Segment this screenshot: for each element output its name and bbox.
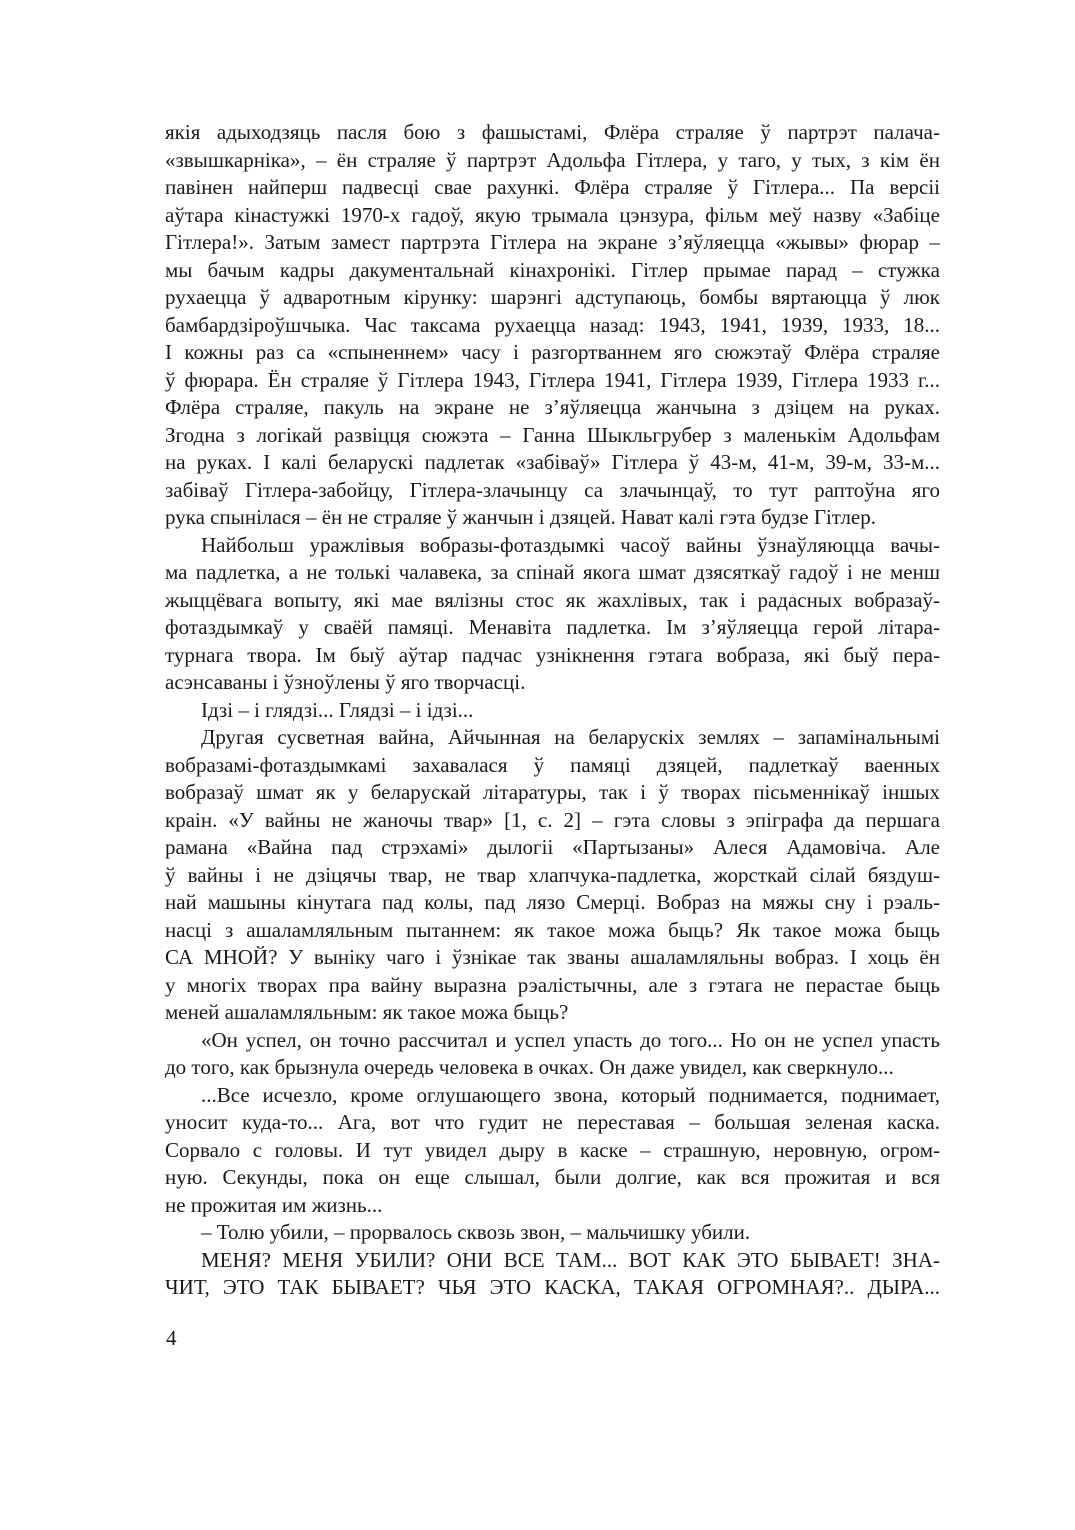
paragraph: [165, 1247, 940, 1302]
text-line: насці з ашаламляльным пытаннем: як такое можа быць? Як такое можа быць: [165, 917, 940, 942]
text-line: Гітлера!». Затым замест партрэта Гітлера на экране з’яўляецца «жывы» фюрар –: [165, 230, 940, 254]
text-line: Ідзі – і глядзі... Глядзі – і ідзі...: [201, 697, 474, 722]
text-line: павінен найперш падвесці свае рахункі. Флёра страляе ў Гітлера... Па версіі: [165, 175, 940, 199]
text-line: уносит куда-то... Ага, вот что гудит не переставая – большая зеленая каска.: [165, 1110, 940, 1134]
text-line: до того, как брызнула очередь человека в очках. Он даже увидел, как сверкнуло...: [165, 1055, 894, 1079]
paragraph: [165, 532, 940, 697]
text-line: ў вайны і не дзіцячы твар, не твар хлапчука-падлетка, жорсткай сілай бяздуш-: [165, 862, 940, 887]
text-line: най машыны кінутага пад колы, пад лязо Смерці. Вобраз на мяжы сну і рэаль-: [165, 890, 940, 914]
text-line: у многіх творах пра вайну выразна рэалістычны, але з гэтага не перастае быць: [165, 972, 940, 997]
text-line: СА МНОЙ? У выніку чаго і ўзнікае так званы ашаламляльны вобраз. І хоць ён: [165, 945, 940, 969]
paragraph: [165, 1027, 940, 1082]
text-line: фотаздымкаў у сваёй памяці. Менавіта падлетка. Ім з’яўляецца герой літара-: [165, 615, 940, 639]
text-line: рука спынілася – ён не страляе ў жанчын і дзяцей. Нават калі гэта будзе Гітлер.: [165, 505, 877, 529]
text-line: ў фюрара. Ён страляе ў Гітлера 1943, Гітлера 1941, Гітлера 1939, Гітлера 1933 г...: [165, 367, 940, 392]
text-line: мы бачым кадры дакументальнай кінахронікі. Гітлер прымае парад – стужка: [165, 257, 940, 282]
text-line: – Толю убили, – прорвалось сквозь звон, – мальчишку убили.: [201, 1220, 751, 1244]
text-line: турнага твора. Ім быў аўтар падчас узнікнення гэтага вобраза, які быў пера-: [165, 642, 940, 667]
text-line: «Он успел, он точно рассчитал и успел упасть до того... Но он не успел упасть: [201, 1027, 940, 1052]
text-line: не прожитая им жизнь...: [165, 1192, 383, 1217]
text-line: вобразамі-фотаздымкамі захавалася ў памяці дзяцей, падлеткаў ваенных: [165, 752, 940, 777]
paragraph: [165, 724, 940, 1027]
body-text: [165, 119, 940, 1302]
paragraph: [165, 1219, 940, 1247]
text-line: меней ашаламляльным: як такое можа быць?: [165, 1000, 569, 1024]
text-line: ЧИТ, ЭТО ТАК БЫВАЕТ? ЧЬЯ ЭТО КАСКА, ТАКАЯ ОГРОМНАЯ?.. ДЫРА...: [165, 1275, 940, 1299]
text-line: жыццёвага вопыту, які мае вялізны стос як жахлівых, так і радасных вобразаў-: [165, 587, 940, 612]
text-line: Сорвало с головы. И тут увидел дыру в каске – страшную, неровную, огром-: [165, 1137, 940, 1162]
text-line: Флёра страляе, пакуль на экране не з’яўляецца жанчына з дзіцем на руках.: [165, 395, 940, 419]
text-line: Згодна з логікай развіцця сюжэта – Ганна Шыкльгрубер з маленькім Адольфам: [165, 422, 940, 447]
text-line: ную. Секунды, пока он еще слышал, были долгие, как вся прожитая и вся: [165, 1165, 940, 1189]
text-line: «звышкарніка», – ён страляе ў партрэт Адольфа Гітлера, у таго, у тых, з кім ён: [165, 147, 940, 172]
text-line: МЕНЯ? МЕНЯ УБИЛИ? ОНИ ВСЕ ТАМ... ВОТ КАК ЭТО БЫВАЕТ! ЗНА-: [201, 1247, 940, 1272]
paragraph: [165, 697, 940, 725]
text-line: на руках. І калі беларускі падлетак «забіваў» Гітлера ў 43-м, 41-м, 39-м, 33-м...: [165, 450, 940, 474]
text-line: рухаецца ў адваротным кірунку: шарэнгі адступаюць, бомбы вяртаюцца ў люк: [165, 285, 940, 309]
text-line: асэнсаваны і ўзноўлены ў яго творчасці.: [165, 670, 526, 694]
text-line: І кожны раз са «спыненнем» часу і разгортваннем яго сюжэтаў Флёра страляе: [165, 340, 940, 364]
text-line: краін. «У вайны не жаночы твар» [1, с. 2] – гэта словы з эпіграфа да першага: [165, 807, 940, 832]
text-line: Другая сусветная вайна, Айчынная на беларускіх землях – запамінальнымі: [201, 725, 940, 749]
text-line: вобразаў шмат як у беларускай літаратуры, так і ў творах пісьменнікаў іншых: [165, 780, 940, 804]
text-line: Найбольш уражлівыя вобразы-фотаздымкі часоў вайны ўзнаўляюцца вачы-: [201, 532, 940, 557]
text-line: ...Все исчезло, кроме оглушающего звона, который поднимается, поднимает,: [201, 1082, 940, 1107]
text-line: бамбардзіроўшчыка. Час таксама рухаецца назад: 1943, 1941, 1939, 1933, 18...: [165, 312, 940, 337]
text-line: якія адыходзяць пасля бою з фашыстамі, Флёра страляе ў партрэт палача-: [165, 120, 940, 144]
page-number: 4: [166, 1326, 177, 1350]
text-line: забіваў Гітлера-забойцу, Гітлера-злачынцу са злачынцаў, то тут раптоўна яго: [165, 477, 940, 502]
paragraph: [165, 119, 940, 532]
text-line: аўтара кінастужкі 1970-х гадоў, якую трымала цэнзура, фільм меў назву «Забіце: [165, 202, 940, 227]
text-line: рамана «Вайна пад стрэхамі» дылогіі «Партызаны» Алеся Адамовіча. Але: [165, 835, 940, 859]
paragraph: [165, 1082, 940, 1220]
text-line: ма падлетка, а не толькі чалавека, за спінай якога шмат дзясяткаў гадоў і не менш: [165, 560, 940, 584]
